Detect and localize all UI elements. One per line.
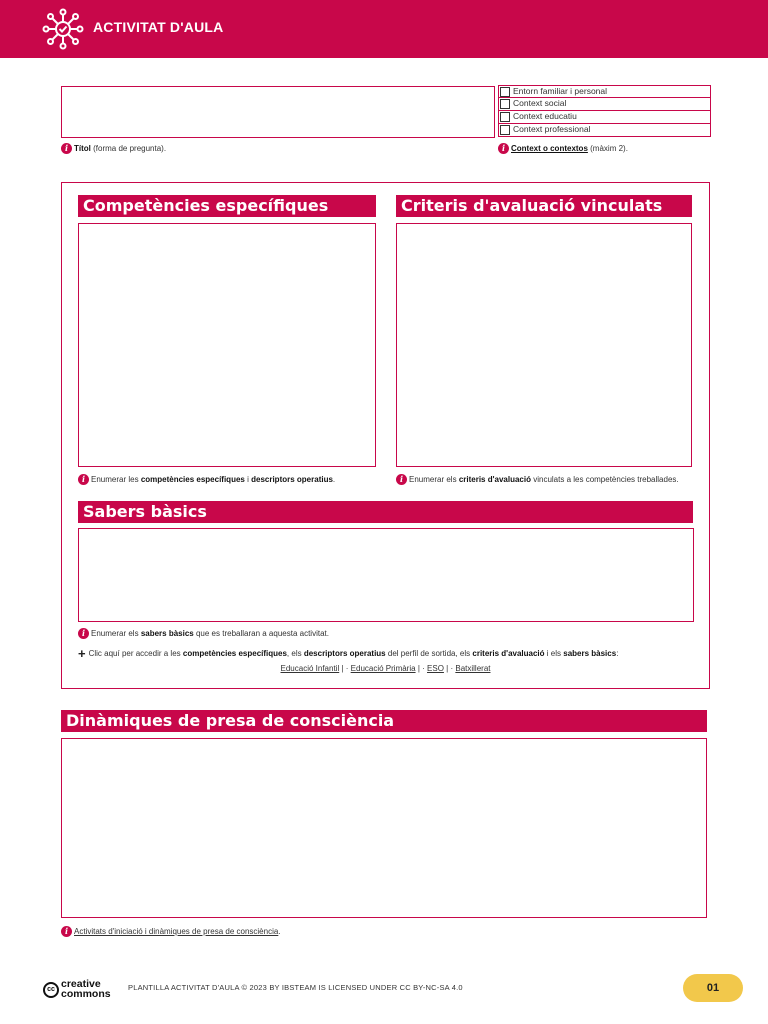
stage-links: Educació Infantil | · Educació Primària | · ESO | · Batxillerat bbox=[280, 664, 491, 673]
competencies-input-box[interactable] bbox=[78, 223, 376, 467]
access-hint: + Clic aquí per accedir a les competències específiques, els descriptors operatius del perfil de sortida, els criteris d'avaluació i els sabers bàsics: bbox=[78, 646, 619, 662]
dynamics-heading: Dinàmiques de presa de consciència bbox=[61, 710, 707, 732]
context-checklist bbox=[498, 85, 711, 137]
checkbox[interactable] bbox=[500, 87, 510, 97]
page-footer bbox=[0, 970, 768, 1010]
license-text: PLANTILLA ACTIVITAT D'AULA © 2023 BY IBSTEAM IS LICENSED UNDER CC BY-NC-SA 4.0 bbox=[128, 983, 463, 992]
page-header bbox=[0, 0, 768, 58]
basics-heading: Sabers bàsics bbox=[78, 501, 693, 523]
dynamics-input-box[interactable] bbox=[61, 738, 707, 918]
criteria-hint: i Enumerar els criteris d'avaluació vinculats a les competències treballades. bbox=[396, 474, 679, 485]
info-icon: i bbox=[61, 143, 72, 154]
info-icon: i bbox=[61, 926, 72, 937]
basics-input-box[interactable] bbox=[78, 528, 694, 622]
creative-commons-logo: cc creative commons bbox=[43, 979, 123, 1001]
context-link[interactable]: Context o contextos bbox=[511, 144, 588, 153]
info-icon: i bbox=[498, 143, 509, 154]
context-hint: i Context o contextos (màxim 2). bbox=[498, 143, 628, 154]
link-educacio-infantil[interactable]: Educació Infantil bbox=[280, 664, 340, 673]
cc-icon: cc bbox=[43, 982, 59, 998]
header-title: ACTIVITAT D'AULA bbox=[93, 19, 224, 35]
context-option-educational[interactable]: Context educatiu bbox=[498, 111, 711, 124]
plus-icon: + bbox=[78, 646, 86, 662]
context-option-social[interactable]: Context social bbox=[498, 98, 711, 111]
basics-hint: i Enumerar els sabers bàsics que es treballaran a aquesta activitat. bbox=[78, 628, 329, 639]
page-number-badge: 01 bbox=[683, 974, 743, 1002]
title-input-box[interactable] bbox=[61, 86, 495, 138]
checkbox[interactable] bbox=[500, 99, 510, 109]
info-icon: i bbox=[396, 474, 407, 485]
competencies-hint: i Enumerar les competències específiques i descriptors operatius. bbox=[78, 474, 335, 485]
checkbox[interactable] bbox=[500, 125, 510, 135]
title-hint: i Títol (forma de pregunta). bbox=[61, 143, 166, 154]
info-icon: i bbox=[78, 628, 89, 639]
criteria-input-box[interactable] bbox=[396, 223, 692, 467]
criteria-heading: Criteris d'avaluació vinculats bbox=[396, 195, 692, 217]
link-eso[interactable]: ESO bbox=[427, 664, 444, 673]
link-batxillerat[interactable]: Batxillerat bbox=[455, 664, 491, 673]
context-option-family[interactable]: Entorn familiar i personal bbox=[498, 85, 711, 98]
info-icon: i bbox=[78, 474, 89, 485]
context-option-professional[interactable]: Context professional bbox=[498, 124, 711, 137]
competencies-heading: Competències específiques bbox=[78, 195, 376, 217]
dynamics-link[interactable]: Activitats d'iniciació i dinàmiques de presa de consciència bbox=[74, 927, 279, 936]
dynamics-hint: i Activitats d'iniciació i dinàmiques de presa de consciència. bbox=[61, 926, 281, 937]
link-educacio-primaria[interactable]: Educació Primària bbox=[350, 664, 416, 673]
network-hub-icon bbox=[42, 8, 84, 50]
checkbox[interactable] bbox=[500, 112, 510, 122]
